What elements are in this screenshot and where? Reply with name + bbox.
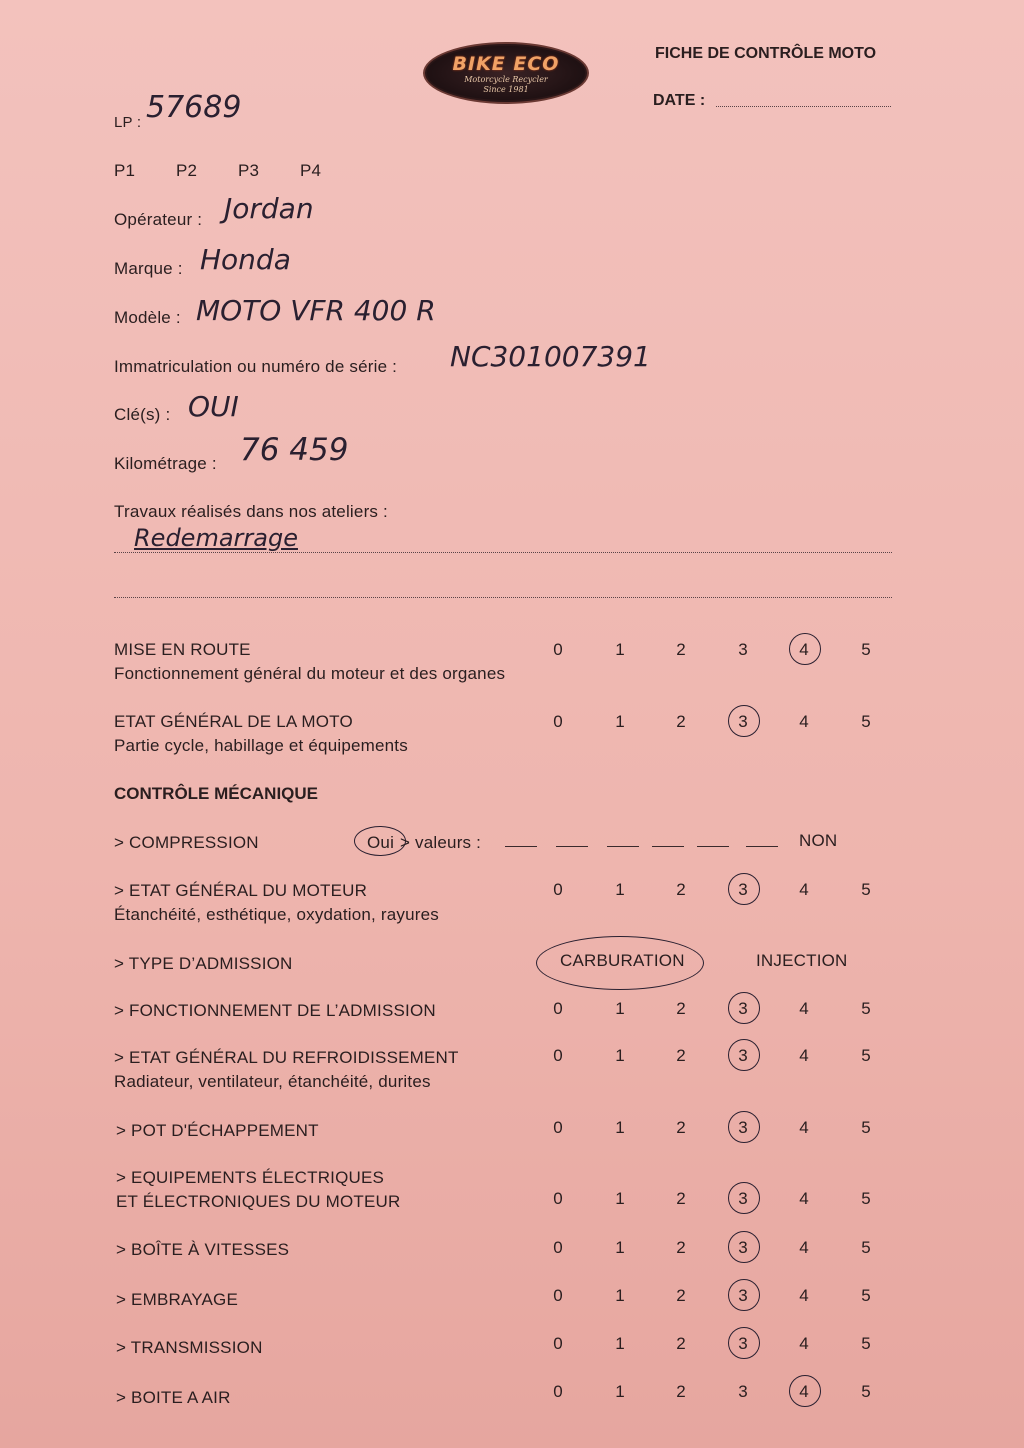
compression-value-2[interactable]: [556, 846, 588, 847]
refroid-sub: Radiateur, ventilateur, étanchéité, durites: [114, 1072, 431, 1091]
travaux-line-1[interactable]: [114, 552, 892, 553]
elec-option-2[interactable]: 2: [676, 1189, 686, 1208]
boite-title: > BOÎTE À VITESSES: [116, 1240, 290, 1259]
boite-air-selected-circle: [789, 1375, 821, 1407]
etat-moteur-sub: Étanchéité, esthétique, oxydation, rayures: [114, 905, 439, 924]
elec-option-0[interactable]: 0: [553, 1189, 563, 1208]
mise-en-route-title: MISE EN ROUTE: [114, 640, 251, 659]
mise-en-route-option-2[interactable]: 2: [676, 640, 686, 659]
etat-moto-selected-circle: [728, 705, 760, 737]
travaux-label: Travaux réalisés dans nos ateliers :: [114, 502, 388, 521]
pot-option-5[interactable]: 5: [861, 1118, 871, 1137]
immat-label: Immatriculation ou numéro de série :: [114, 357, 398, 376]
km-label: Kilométrage :: [114, 454, 217, 473]
km-value[interactable]: 76 459: [240, 432, 349, 468]
admission-fonct-option-1[interactable]: 1: [615, 999, 625, 1018]
pot-selected-circle: [728, 1111, 760, 1143]
travaux-line-2[interactable]: [114, 597, 892, 598]
marque-value[interactable]: Honda: [200, 243, 291, 276]
admission-fonct-selected-circle: [728, 992, 760, 1024]
admission-type-title: > TYPE D’ADMISSION: [114, 954, 293, 973]
pot-title: > POT D'ÉCHAPPEMENT: [116, 1121, 319, 1140]
immat-value[interactable]: NC301007391: [450, 340, 651, 373]
admission-fonct-option-3[interactable]: 3: [738, 999, 748, 1018]
pot-option-3[interactable]: 3: [738, 1118, 748, 1137]
compression-value-1[interactable]: [505, 846, 537, 847]
embrayage-title: > EMBRAYAGE: [116, 1290, 239, 1309]
transmission-option-3[interactable]: 3: [738, 1334, 748, 1353]
admission-fonct-title: > FONCTIONNEMENT DE L’ADMISSION: [114, 1001, 436, 1020]
pot-option-4[interactable]: 4: [799, 1118, 809, 1137]
embrayage-option-0[interactable]: 0: [553, 1286, 563, 1305]
embrayage-option-3[interactable]: 3: [738, 1286, 748, 1305]
date-field[interactable]: [716, 106, 891, 107]
boite-air-option-0[interactable]: 0: [553, 1382, 563, 1401]
embrayage-option-2[interactable]: 2: [676, 1286, 686, 1305]
position-p1[interactable]: P1: [114, 161, 136, 180]
refroid-option-0[interactable]: 0: [553, 1046, 563, 1065]
compression-non[interactable]: NON: [799, 831, 838, 850]
elec-option-1[interactable]: 1: [615, 1189, 625, 1208]
boite-air-option-3[interactable]: 3: [738, 1382, 748, 1401]
etat-moto-title: ETAT GÉNÉRAL DE LA MOTO: [114, 712, 353, 731]
etat-moteur-option-4[interactable]: 4: [799, 880, 809, 899]
admission-carburation[interactable]: CARBURATION: [560, 951, 685, 970]
travaux-value[interactable]: Redemarrage: [134, 524, 298, 552]
transmission-option-4[interactable]: 4: [799, 1334, 809, 1353]
pot-option-1[interactable]: 1: [615, 1118, 625, 1137]
mise-en-route-option-4[interactable]: 4: [799, 640, 809, 659]
etat-moto-option-5[interactable]: 5: [861, 712, 871, 731]
modele-value[interactable]: MOTO VFR 400 R: [196, 294, 436, 327]
refroid-option-2[interactable]: 2: [676, 1046, 686, 1065]
transmission-option-1[interactable]: 1: [615, 1334, 625, 1353]
bike-eco-logo: [423, 42, 589, 104]
embrayage-option-1[interactable]: 1: [615, 1286, 625, 1305]
modele-label: Modèle :: [114, 308, 181, 327]
compression-valeurs-label: > valeurs :: [400, 833, 482, 852]
transmission-option-5[interactable]: 5: [861, 1334, 871, 1353]
compression-value-5[interactable]: [697, 846, 729, 847]
embrayage-option-5[interactable]: 5: [861, 1286, 871, 1305]
compression-title: > COMPRESSION: [114, 833, 259, 852]
marque-label: Marque :: [114, 259, 183, 278]
etat-moto-option-2[interactable]: 2: [676, 712, 686, 731]
refroid-title: > ETAT GÉNÉRAL DU REFROIDISSEMENT: [114, 1048, 459, 1067]
admission-fonct-option-5[interactable]: 5: [861, 999, 871, 1018]
date-label: DATE :: [653, 92, 706, 109]
mise-en-route-sub: Fonctionnement général du moteur et des organes: [114, 664, 506, 683]
carburation-circle: [536, 936, 704, 990]
mise-en-route-option-0[interactable]: 0: [553, 640, 563, 659]
etat-moteur-option-2[interactable]: 2: [676, 880, 686, 899]
compression-value-3[interactable]: [607, 846, 639, 847]
cles-label: Clé(s) :: [114, 405, 171, 424]
elec-selected-circle: [728, 1182, 760, 1214]
transmission-option-2[interactable]: 2: [676, 1334, 686, 1353]
refroid-option-1[interactable]: 1: [615, 1046, 625, 1065]
cles-value[interactable]: OUI: [188, 390, 239, 423]
etat-moto-option-0[interactable]: 0: [553, 712, 563, 731]
compression-oui[interactable]: Oui: [367, 833, 395, 852]
compression-value-4[interactable]: [652, 846, 684, 847]
boite-option-1[interactable]: 1: [615, 1238, 625, 1257]
etat-moteur-option-0[interactable]: 0: [553, 880, 563, 899]
etat-moto-option-3[interactable]: 3: [738, 712, 748, 731]
pot-option-2[interactable]: 2: [676, 1118, 686, 1137]
boite-option-2[interactable]: 2: [676, 1238, 686, 1257]
etat-moteur-option-1[interactable]: 1: [615, 880, 625, 899]
compression-value-6[interactable]: [746, 846, 778, 847]
etat-moteur-selected-circle: [728, 873, 760, 905]
refroid-selected-circle: [728, 1039, 760, 1071]
page-title: FICHE DE CONTRÔLE MOTO: [655, 45, 877, 62]
mise-en-route-option-5[interactable]: 5: [861, 640, 871, 659]
position-p2[interactable]: P2: [176, 161, 198, 180]
admission-fonct-option-4[interactable]: 4: [799, 999, 809, 1018]
elec-option-3[interactable]: 3: [738, 1189, 748, 1208]
section-controle-mecanique: CONTRÔLE MÉCANIQUE: [114, 784, 318, 803]
boite-air-option-4[interactable]: 4: [799, 1382, 809, 1401]
refroid-option-4[interactable]: 4: [799, 1046, 809, 1065]
mise-en-route-option-3[interactable]: 3: [738, 640, 748, 659]
boite-air-option-1[interactable]: 1: [615, 1382, 625, 1401]
elec-sub: ET ÉLECTRONIQUES DU MOTEUR: [116, 1192, 401, 1211]
position-p4[interactable]: P4: [300, 161, 322, 180]
logo-brand: BIKE ECO: [452, 53, 560, 75]
etat-moto-option-4[interactable]: 4: [799, 712, 809, 731]
pot-option-0[interactable]: 0: [553, 1118, 563, 1137]
operateur-label: Opérateur :: [114, 210, 203, 229]
boite-air-title: > BOITE A AIR: [116, 1388, 231, 1407]
embrayage-option-4[interactable]: 4: [799, 1286, 809, 1305]
etat-moto-sub: Partie cycle, habillage et équipements: [114, 736, 408, 755]
etat-moto-option-1[interactable]: 1: [615, 712, 625, 731]
logo-tagline: Motorcycle Recycler: [464, 75, 548, 84]
operateur-value[interactable]: Jordan: [224, 192, 314, 225]
boite-air-option-5[interactable]: 5: [861, 1382, 871, 1401]
lp-label: LP :: [114, 114, 142, 131]
admission-injection[interactable]: INJECTION: [756, 951, 848, 970]
boite-option-0[interactable]: 0: [553, 1238, 563, 1257]
refroid-option-3[interactable]: 3: [738, 1046, 748, 1065]
refroid-option-5[interactable]: 5: [861, 1046, 871, 1065]
boite-selected-circle: [728, 1231, 760, 1263]
mise-en-route-option-1[interactable]: 1: [615, 640, 625, 659]
admission-fonct-option-0[interactable]: 0: [553, 999, 563, 1018]
boite-air-option-2[interactable]: 2: [676, 1382, 686, 1401]
etat-moteur-option-3[interactable]: 3: [738, 880, 748, 899]
etat-moteur-option-5[interactable]: 5: [861, 880, 871, 899]
etat-moteur-title: > ETAT GÉNÉRAL DU MOTEUR: [114, 881, 368, 900]
elec-option-4[interactable]: 4: [799, 1189, 809, 1208]
transmission-title: > TRANSMISSION: [116, 1338, 263, 1357]
embrayage-selected-circle: [728, 1279, 760, 1311]
mise-en-route-selected-circle: [789, 633, 821, 665]
elec-option-5[interactable]: 5: [861, 1189, 871, 1208]
boite-option-4[interactable]: 4: [799, 1238, 809, 1257]
transmission-option-0[interactable]: 0: [553, 1334, 563, 1353]
boite-option-3[interactable]: 3: [738, 1238, 748, 1257]
admission-fonct-option-2[interactable]: 2: [676, 999, 686, 1018]
transmission-selected-circle: [728, 1327, 760, 1359]
boite-option-5[interactable]: 5: [861, 1238, 871, 1257]
logo-since: Since 1981: [483, 85, 529, 94]
position-p3[interactable]: P3: [238, 161, 260, 180]
lp-value[interactable]: 57689: [146, 90, 242, 125]
elec-title: > EQUIPEMENTS ÉLECTRIQUES: [116, 1168, 385, 1187]
compression-oui-circle: [354, 826, 406, 856]
